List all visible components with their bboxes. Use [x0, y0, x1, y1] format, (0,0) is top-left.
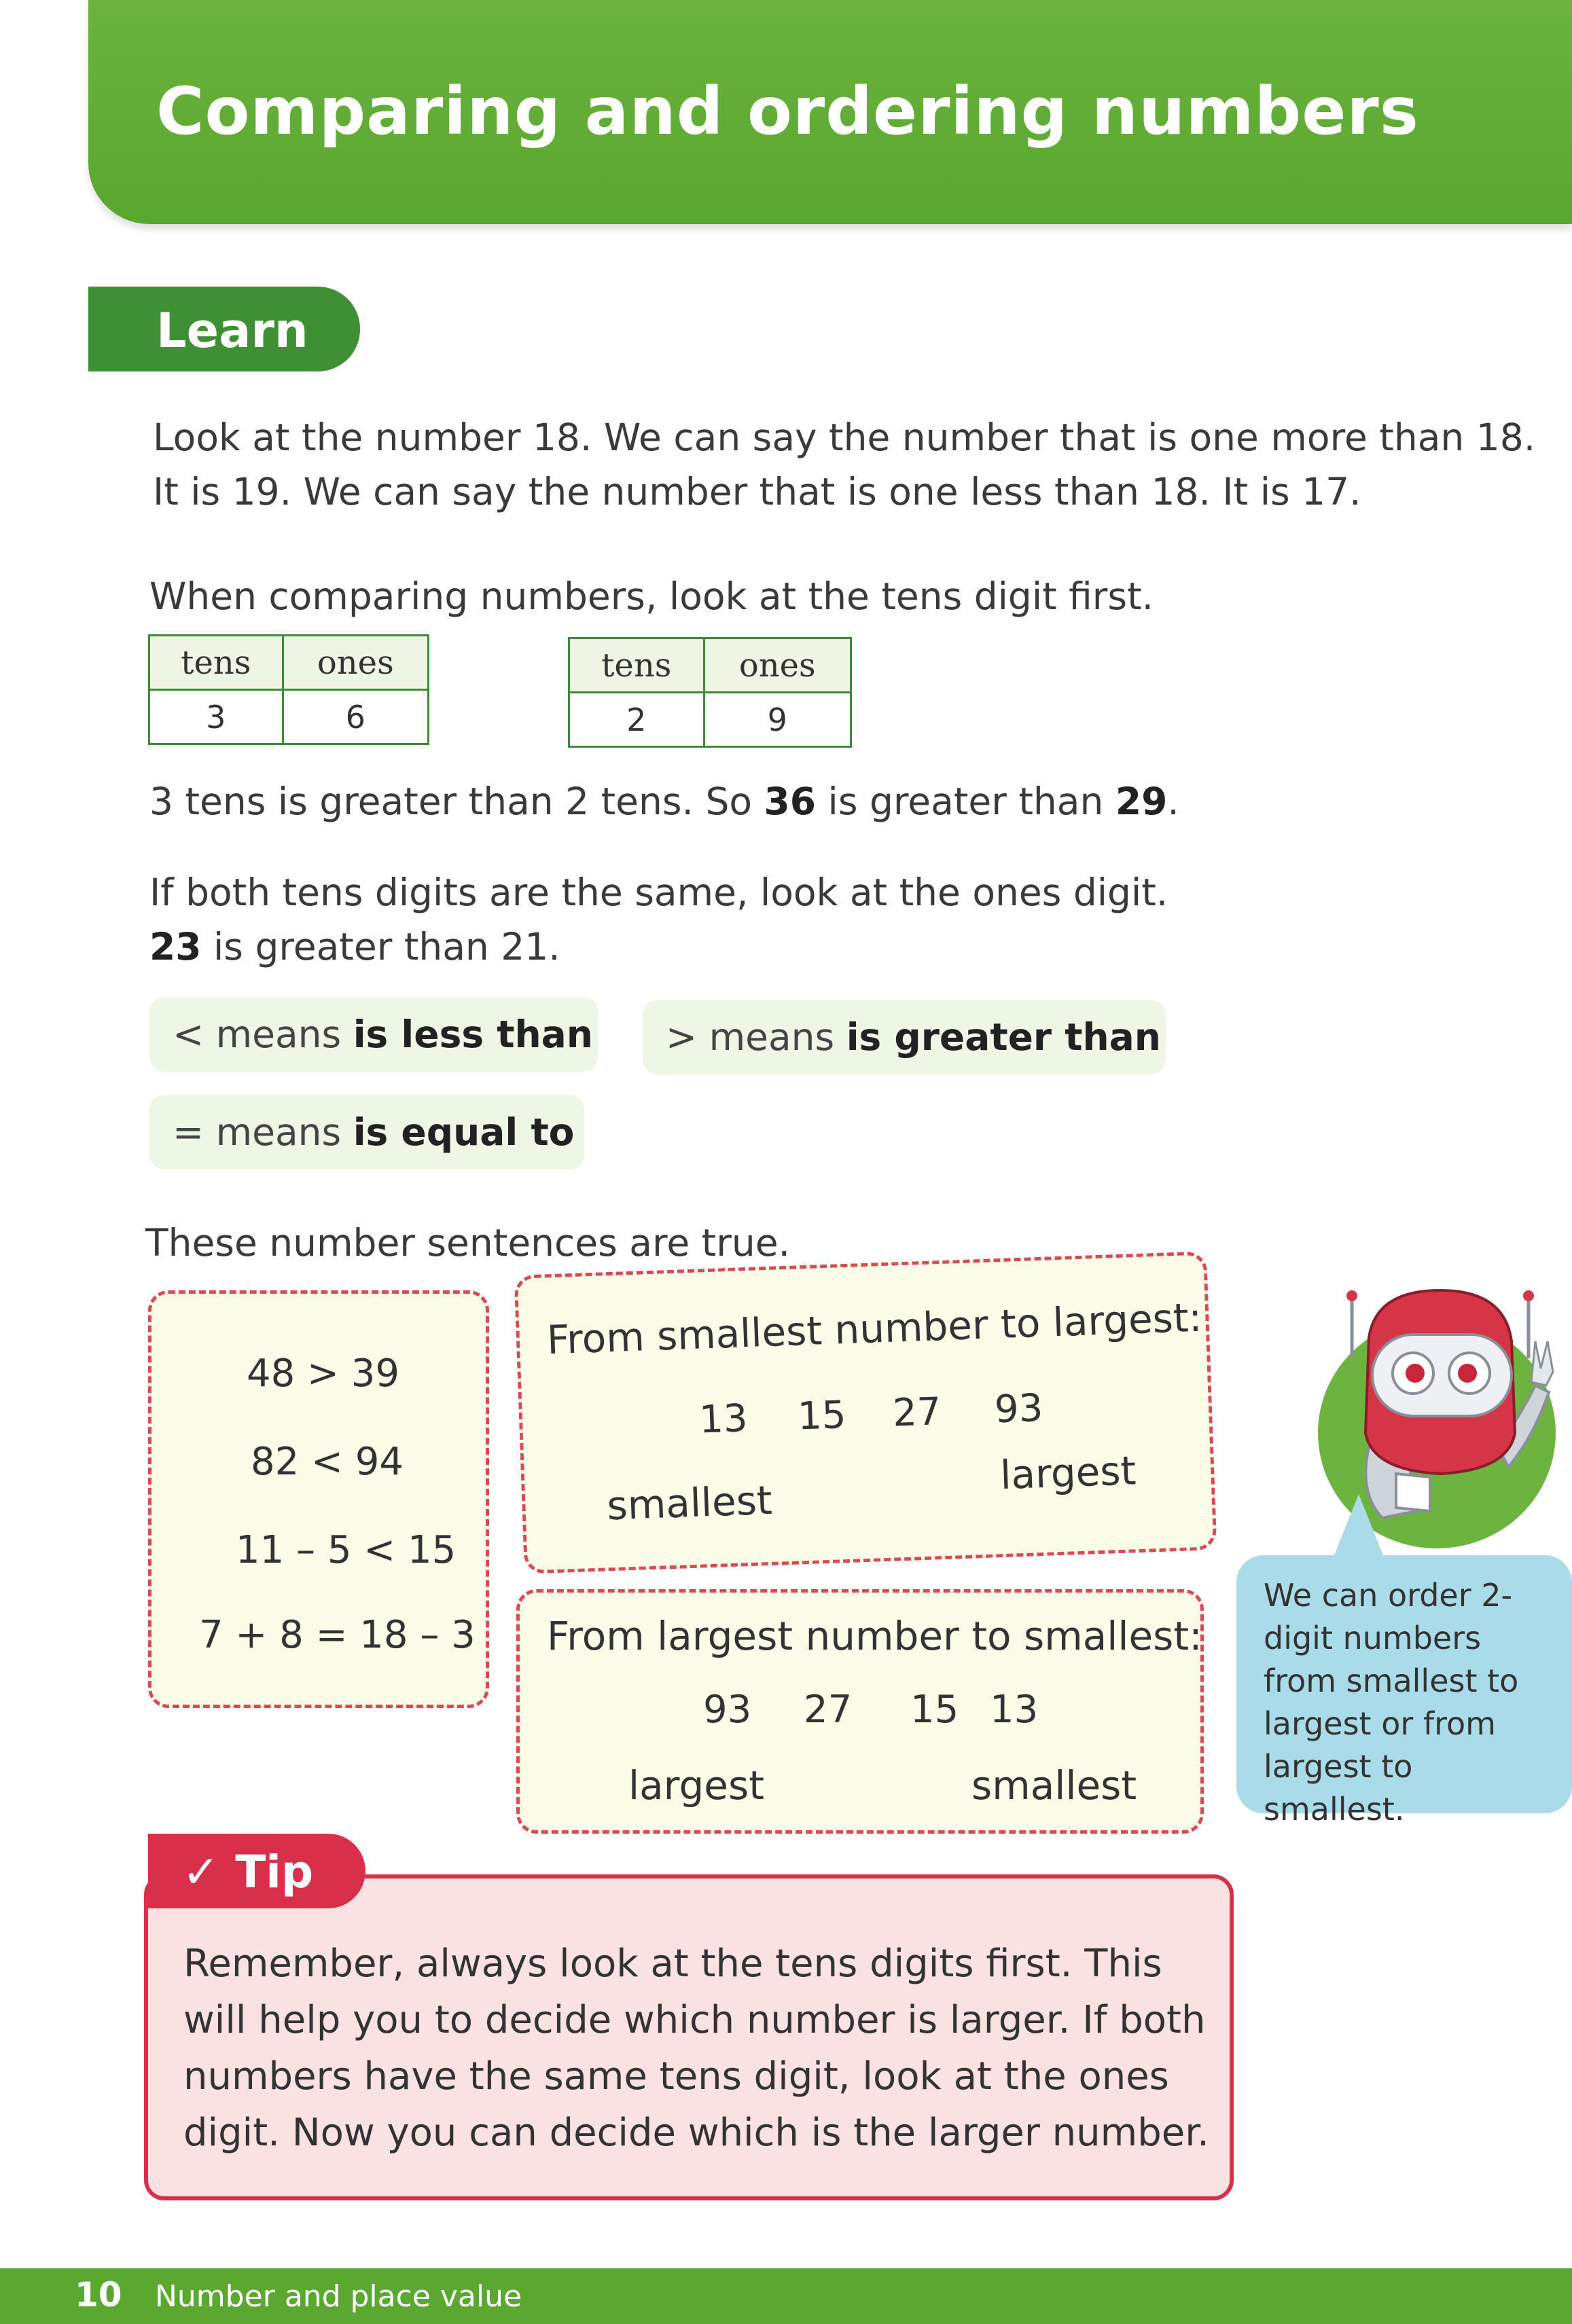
place-value-table-36 [148, 634, 429, 745]
bubble-tail [1332, 1494, 1386, 1562]
ascending-title: From smallest number to largest: [546, 1294, 1203, 1364]
learn-tab [88, 287, 360, 371]
intro-line-2: It is 19. We can say the number that is one less than 18. It is 17. [153, 470, 1361, 513]
ascending-order-box [514, 1251, 1217, 1574]
tens-value: 2 [569, 693, 704, 747]
ones-header: ones [283, 636, 428, 690]
ascending-number-1: 13 [698, 1396, 749, 1442]
result-text-end: . [1167, 780, 1179, 823]
descending-number-2: 27 [804, 1688, 853, 1732]
sentences-intro: These number sentences are true. [145, 1221, 791, 1265]
same-tens-paragraph [149, 865, 1440, 974]
equal-to-definition [149, 1095, 584, 1169]
section-name: Number and place value [155, 2279, 522, 2314]
intro-line-1: Look at the number 18. We can say the number that is one more than 18. [153, 416, 1536, 459]
less-than-meaning: is less than [353, 1013, 593, 1056]
sentence-1: 48 > 39 [247, 1351, 400, 1396]
ascending-number-3: 27 [891, 1390, 942, 1436]
place-value-table-29 [568, 637, 852, 748]
comparing-instruction: When comparing numbers, look at the tens digit first. [149, 575, 1154, 618]
greater-than-meaning: is greater than [846, 1015, 1161, 1059]
tip-text: Remember, always look at the tens digits first. This will help you to decide which number is larger. If both numbers have the same tens digit, look at the ones digit. Now you can decide which is the larger number. [183, 1942, 1209, 2155]
example-line [149, 920, 1440, 974]
number-sentences-box [148, 1290, 489, 1708]
title-banner [88, 0, 1572, 224]
page-number: 10 [75, 2275, 122, 2314]
equal-meaning: is equal to [353, 1110, 575, 1154]
greater-than-definition [643, 1000, 1166, 1074]
intro-paragraph [153, 410, 1566, 519]
example-number: 23 [149, 925, 202, 968]
less-than-symbol: < means [173, 1013, 353, 1056]
learn-label: Learn [156, 303, 308, 359]
same-tens-text: If both tens digits are the same, look at the ones digit. [149, 871, 1168, 914]
descending-order-box [516, 1589, 1204, 1834]
descending-start-label: largest [628, 1762, 764, 1809]
page-title: Comparing and ordering numbers [156, 73, 1419, 149]
ones-value: 6 [283, 690, 428, 744]
example-text: is greater than 21. [201, 925, 560, 968]
sentence-2: 82 < 94 [251, 1440, 404, 1484]
descending-number-4: 13 [990, 1688, 1039, 1732]
speech-bubble [1236, 1555, 1572, 1828]
descending-title: From largest number to smallest: [547, 1613, 1202, 1659]
sentence-4: 7 + 8 = 18 – 3 [199, 1613, 476, 1657]
result-number-a: 36 [764, 780, 817, 823]
tens-header: tens [569, 638, 704, 693]
descending-end-label: smallest [971, 1762, 1137, 1809]
equal-symbol: = means [173, 1110, 353, 1154]
greater-than-symbol: > means [666, 1015, 846, 1059]
comparison-result [149, 774, 1440, 829]
sentence-3: 11 – 5 < 15 [236, 1528, 457, 1572]
result-text: 3 tens is greater than 2 tens. So [149, 780, 764, 823]
less-than-definition [149, 997, 598, 1072]
ascending-end-label: largest [999, 1447, 1137, 1499]
tip-tab [148, 1834, 365, 1908]
tens-header: tens [149, 636, 283, 690]
result-text-mid: is greater than [816, 780, 1115, 823]
ascending-start-label: smallest [606, 1476, 773, 1529]
ascending-number-2: 15 [797, 1393, 847, 1439]
descending-number-3: 15 [910, 1688, 959, 1732]
tens-value: 3 [149, 690, 283, 744]
descending-number-1: 93 [703, 1688, 752, 1732]
result-number-b: 29 [1115, 780, 1168, 823]
tip-label: ✓ Tip [182, 1846, 314, 1898]
ones-value: 9 [704, 693, 851, 747]
bubble-text: We can order 2-digit numbers from smallest to largest or from largest to smallest. [1264, 1577, 1519, 1828]
footer [0, 2268, 1572, 2324]
ascending-number-4: 93 [993, 1385, 1044, 1432]
ones-header: ones [704, 638, 851, 693]
